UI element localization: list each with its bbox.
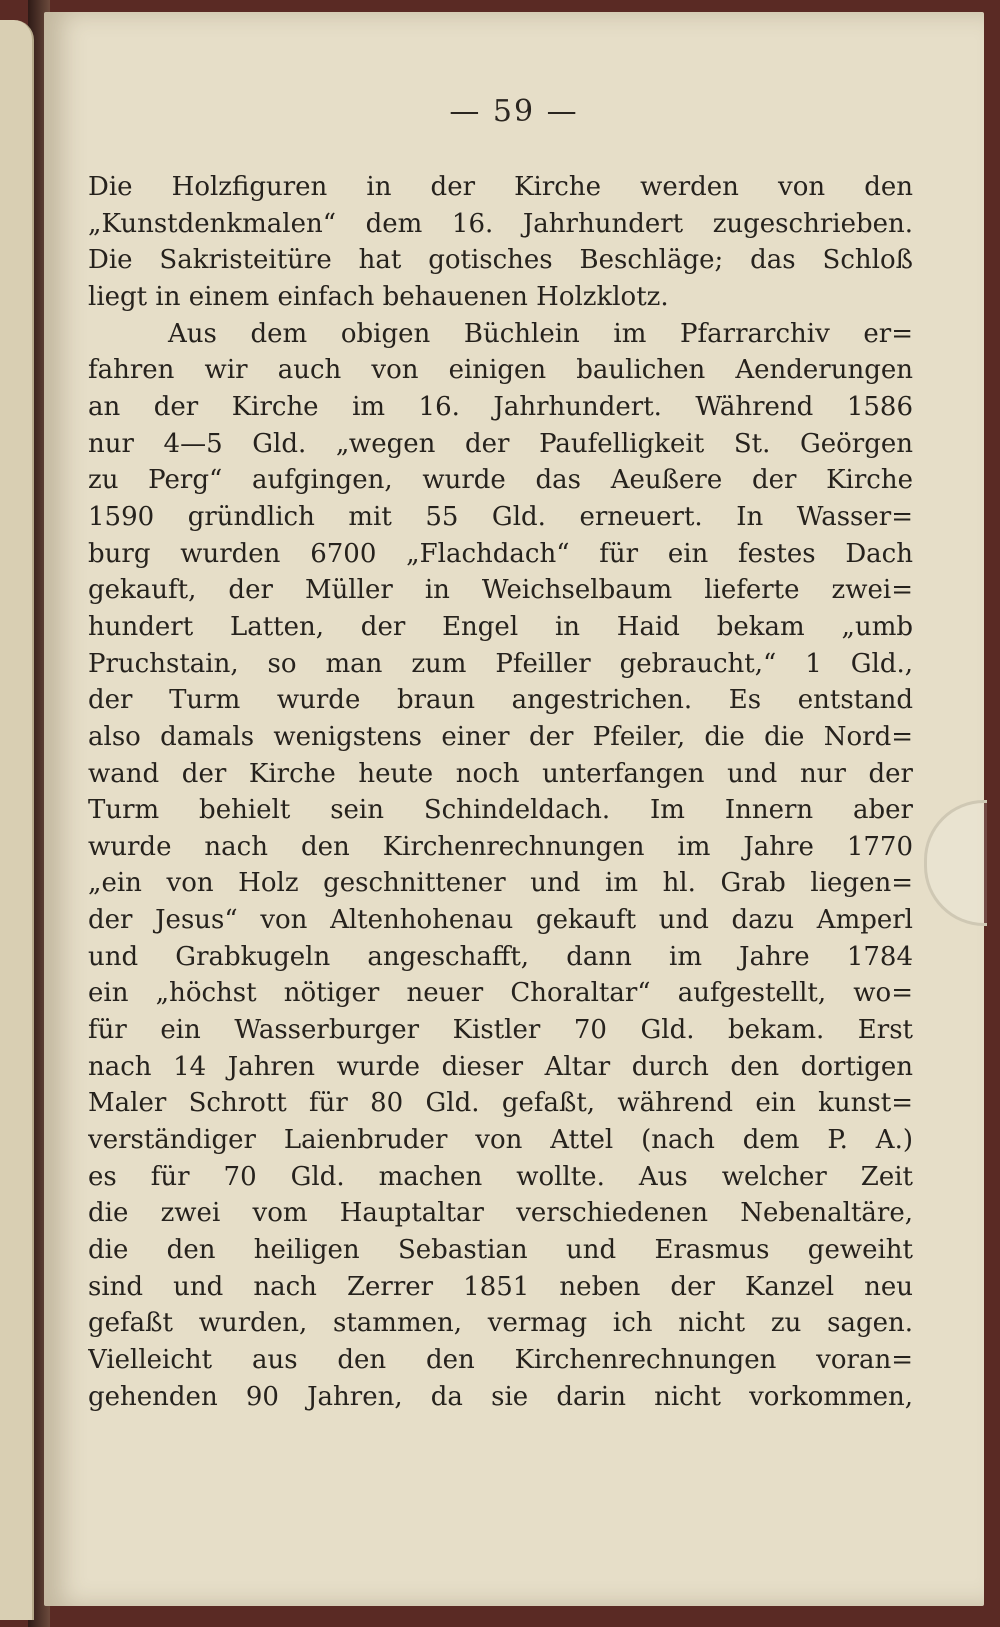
text-line: verständiger Laienbruder von Attel (nach dem P. A.)	[88, 1125, 913, 1156]
text-line: gehenden 90 Jahren, da sie darin nicht vorkommen,	[88, 1381, 913, 1412]
text-line: und Grabkugeln angeschafft, dann im Jahre 1784	[88, 941, 913, 972]
text-line: Turm behielt sein Schindeldach. Im Innern aber	[88, 795, 913, 826]
text-line: sind und nach Zerrer 1851 neben der Kanzel neu	[88, 1271, 913, 1302]
text-line: für ein Wasserburger Kistler 70 Gld. bekam. Erst	[88, 1015, 913, 1046]
text-line: wand der Kirche heute noch unterfangen und nur der	[88, 758, 913, 789]
text-line: zu Perg“ aufgingen, wurde das Aeußere der Kirche	[88, 465, 913, 496]
text-line: Pruchstain, so man zum Pfeiller gebraucht,“ 1 Gld.,	[88, 648, 913, 679]
text-line: Die Sakristeitüre hat gotisches Beschläge; das Schloß	[88, 245, 913, 276]
text-line: fahren wir auch von einigen baulichen Aenderungen	[88, 355, 913, 386]
text-line: „Kunstdenkmalen“ dem 16. Jahrhundert zugeschrieben.	[88, 208, 913, 239]
text-line: 1590 gründlich mit 55 Gld. erneuert. In Wasser=	[88, 501, 913, 532]
text-line: ein „höchst nötiger neuer Choraltar“ aufgestellt, wo=	[88, 978, 913, 1009]
text-line: also damals wenigstens einer der Pfeiler, die die Nord=	[88, 721, 913, 752]
text-line: Vielleicht aus den den Kirchenrechnungen voran=	[88, 1345, 913, 1375]
text-line: die den heiligen Sebastian und Erasmus geweiht	[88, 1235, 913, 1266]
page-number: — 59 —	[449, 94, 579, 129]
text-line: nach 14 Jahren wurde dieser Altar durch den dortigen	[88, 1051, 913, 1082]
page-body-text	[88, 169, 913, 1415]
text-line: „ein von Holz geschnittener und im hl. Grab liegen=	[88, 868, 913, 899]
text-line: liegt in einem einfach behauenen Holzklotz.	[88, 281, 669, 312]
text-line: burg wurden 6700 „Flachdach“ für ein festes Dach	[88, 538, 913, 569]
text-line: der Jesus“ von Altenhohenau gekauft und dazu Amperl	[88, 905, 913, 936]
text-line: Aus dem obigen Büchlein im Pfarrarchiv er=	[168, 318, 913, 349]
text-line: der Turm wurde braun angestrichen. Es entstand	[88, 685, 913, 716]
text-line: nur 4—5 Gld. „wegen der Paufelligkeit St. Geörgen	[88, 428, 913, 459]
book-page	[44, 12, 984, 1606]
text-line: Die Holzfiguren in der Kirche werden von den	[88, 172, 913, 202]
text-line: Maler Schrott für 80 Gld. gefaßt, während ein kunst=	[88, 1088, 913, 1119]
text-line: es für 70 Gld. machen wollte. Aus welcher Zeit	[88, 1161, 913, 1192]
text-line: gefaßt wurden, stammen, vermag ich nicht zu sagen.	[88, 1308, 913, 1339]
text-line: gekauft, der Müller in Weichselbaum lieferte zwei=	[88, 575, 913, 606]
text-line: an der Kirche im 16. Jahrhundert. Während 1586	[88, 391, 913, 422]
text-line: hundert Latten, der Engel in Haid bekam „umb	[88, 611, 913, 642]
text-line: wurde nach den Kirchenrechnungen im Jahre 1770	[88, 831, 913, 862]
text-line: die zwei vom Hauptaltar verschiedenen Nebenaltäre,	[88, 1198, 913, 1229]
facing-page-edge	[0, 20, 34, 1620]
